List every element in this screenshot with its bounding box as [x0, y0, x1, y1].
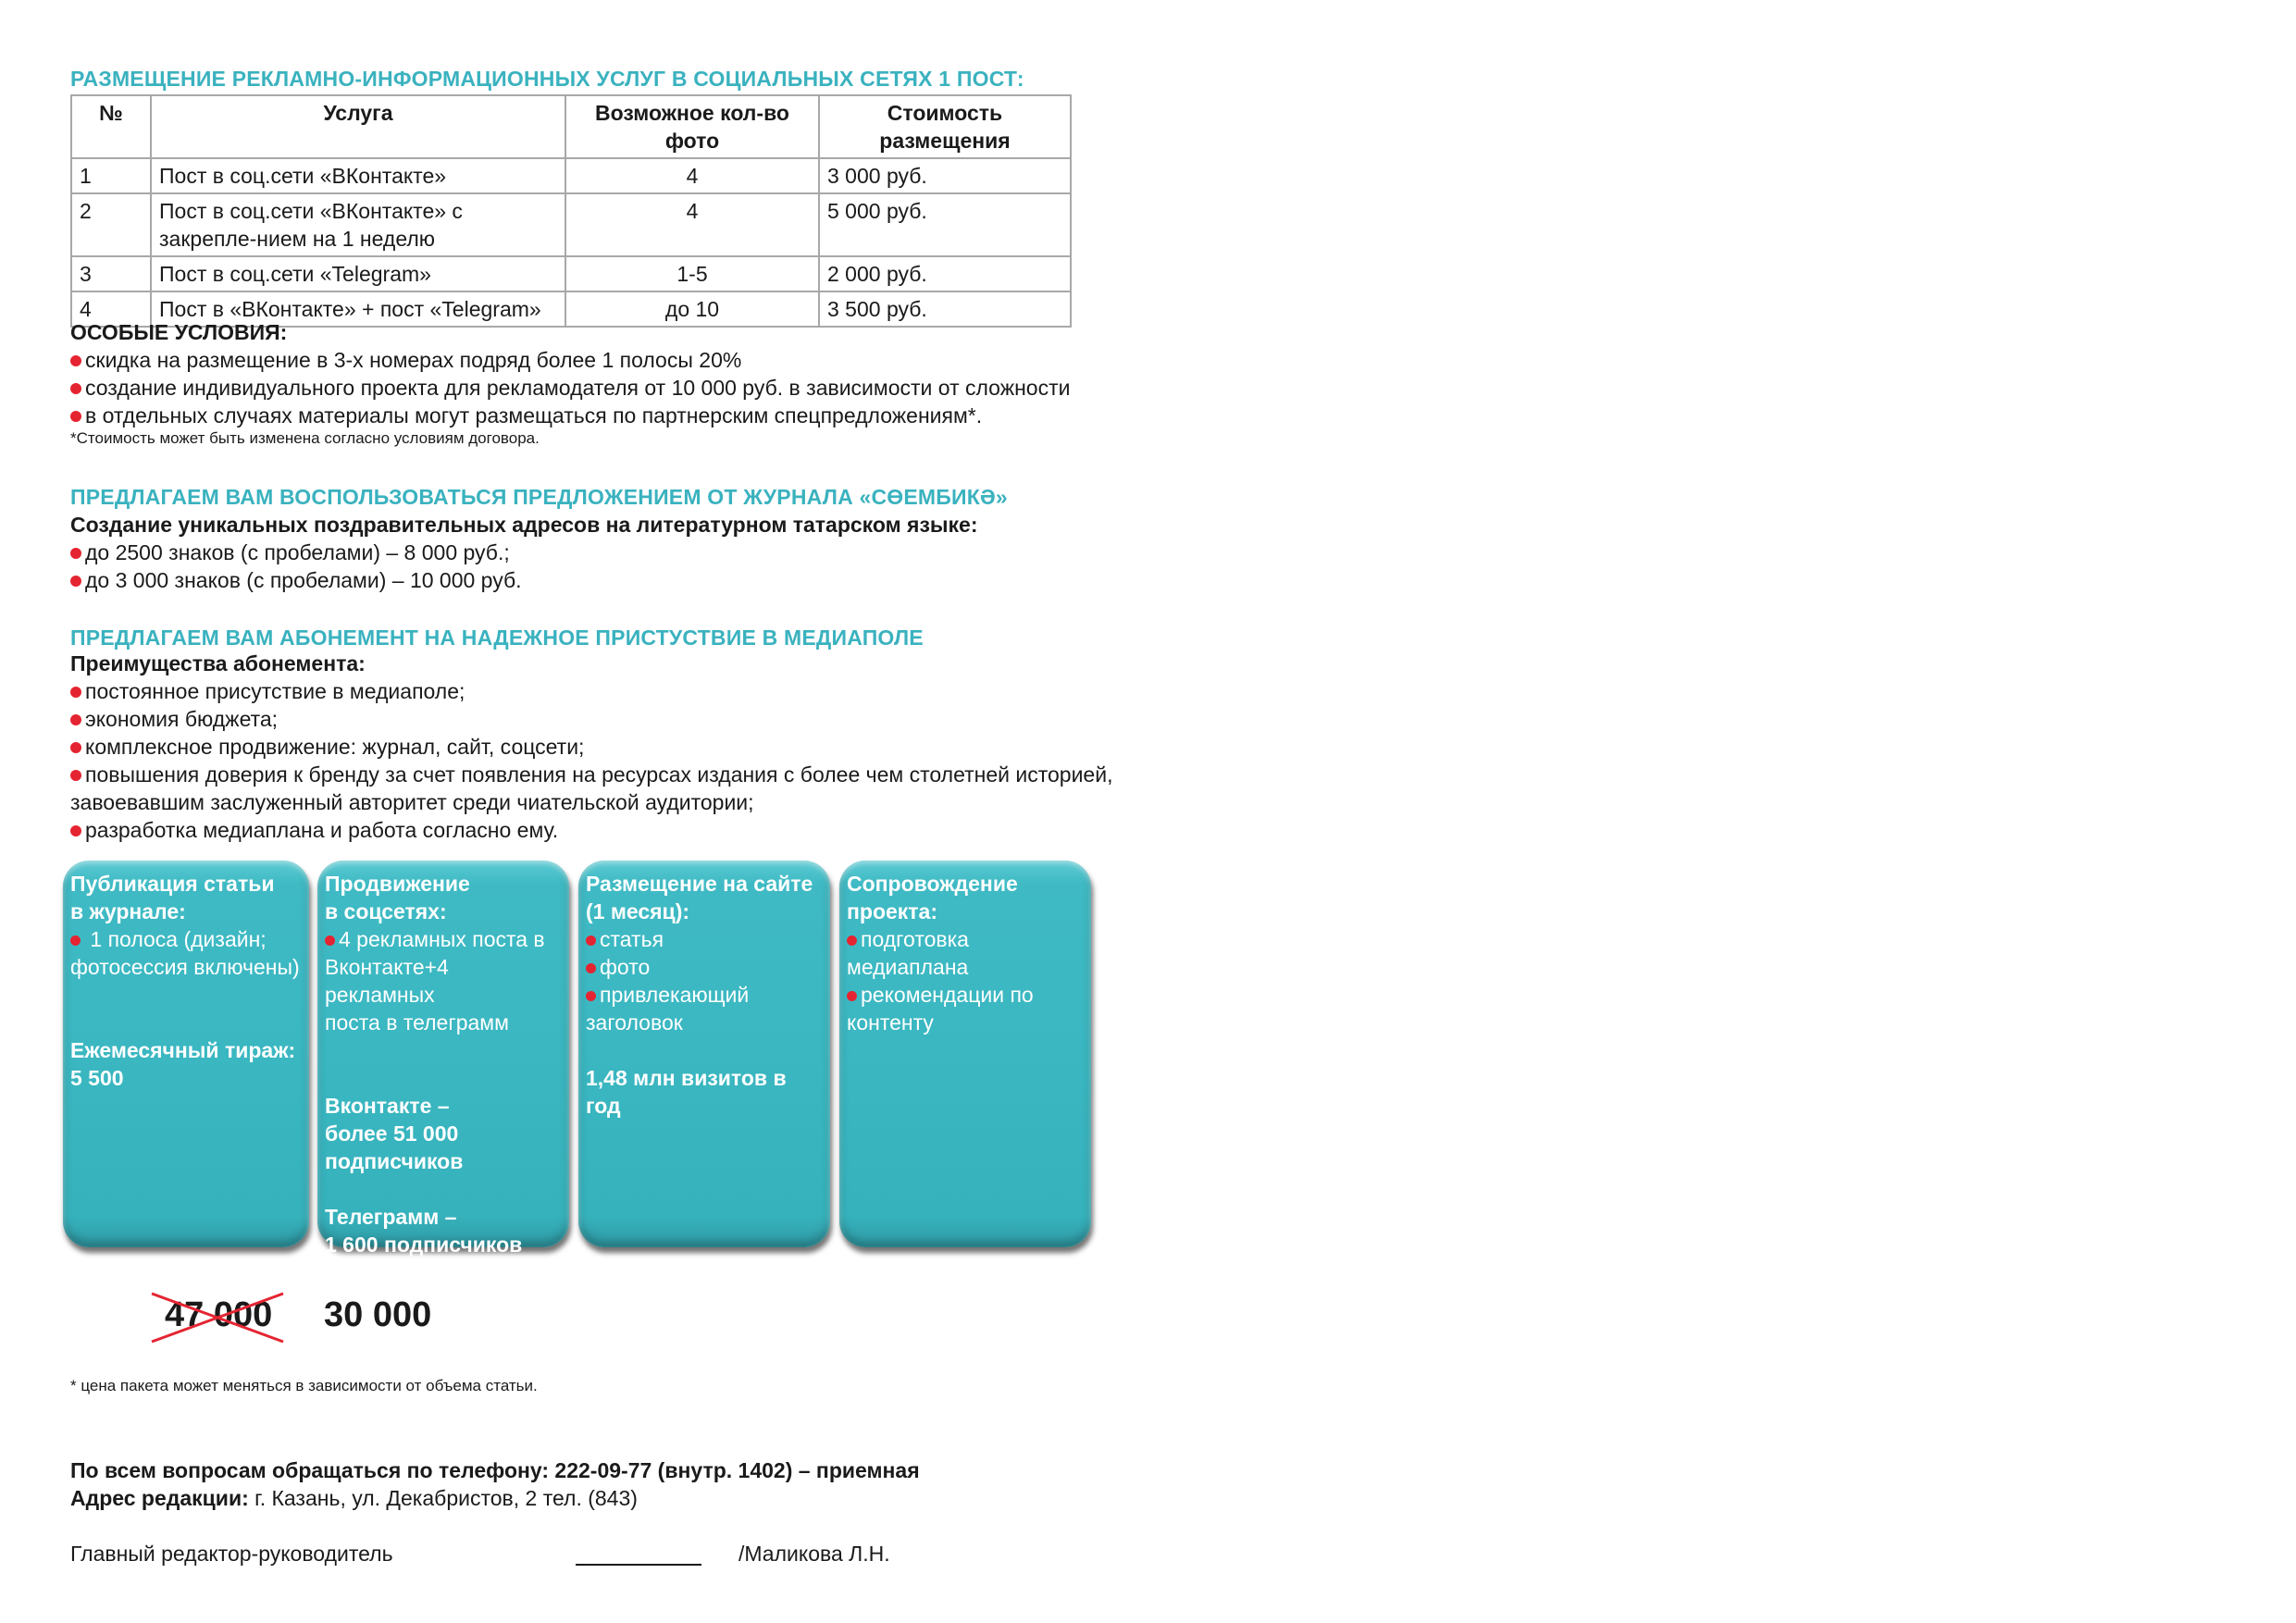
bullet-icon — [70, 548, 81, 559]
card-bullet — [70, 925, 304, 953]
section-title-offer: ПРЕДЛАГАЕМ ВАМ ВОСПОЛЬЗОВАТЬСЯ ПРЕДЛОЖЕНИЕМ ОТ ЖУРНАЛА «СӨЕМБИКӘ» — [70, 485, 1008, 509]
card-title: Продвижение — [325, 872, 470, 896]
bullet-icon — [70, 714, 81, 725]
list-item-text: скидка на размещение в 3-х номерах подряд более 1 полосы 20% — [85, 348, 742, 372]
list-item-continuation: завоевавшим заслуженный авторитет среди чиательской аудитории; — [70, 790, 754, 814]
cell-photos: 4 — [565, 158, 819, 193]
contact-address — [70, 1484, 638, 1512]
card-bullet-text: привлекающий — [600, 983, 750, 1007]
cell-num: 2 — [71, 193, 151, 256]
card-title: в журнале: — [70, 899, 186, 923]
list-item — [70, 761, 1135, 788]
bullet-icon — [325, 935, 335, 946]
conditions-title: ОСОБЫЕ УСЛОВИЯ: — [70, 320, 288, 344]
list-item-text: до 3 000 знаков (с пробелами) – 10 000 руб. — [85, 568, 522, 592]
bullet-icon — [70, 687, 81, 698]
card-bullet-text: контенту — [847, 1010, 934, 1035]
card-title: (1 месяц): — [586, 899, 690, 923]
list-item — [70, 539, 1088, 566]
card-title: в соцсетях: — [325, 899, 447, 923]
card-publication — [63, 861, 309, 1247]
address-value: г. Казань, ул. Декабристов, 2 тел. (843) — [248, 1486, 638, 1510]
cell-service: Пост в «ВКонтакте» + пост «Telegram» — [151, 291, 565, 327]
bullet-icon — [586, 935, 596, 946]
header-photos: Возможное кол-во фото — [565, 95, 819, 158]
offer-block — [70, 511, 1088, 594]
card-bullet — [847, 981, 1086, 1009]
card-stat-value: 5 500 — [70, 1066, 124, 1090]
card-bullet — [586, 925, 825, 953]
header-num: № — [71, 95, 151, 158]
card-stat-value: подписчиков — [325, 1149, 464, 1173]
cell-price: 5 000 руб. — [819, 193, 1071, 256]
cell-num: 4 — [71, 291, 151, 327]
list-item-text: в отдельных случаях материалы могут размещаться по партнерским спецпредложениям*. — [85, 403, 983, 427]
card-title: Сопровождение — [847, 872, 1018, 896]
card-website — [578, 861, 830, 1247]
new-price-value: 30 000 — [324, 1295, 432, 1334]
bullet-icon — [847, 935, 857, 946]
section-title-social: РАЗМЕЩЕНИЕ РЕКЛАМНО-ИНФОРМАЦИОННЫХ УСЛУГ В СОЦИАЛЬНЫХ СЕТЯХ 1 ПОСТ: — [70, 67, 1024, 91]
list-item — [70, 374, 1088, 402]
bullet-icon — [70, 576, 81, 587]
table-row — [71, 158, 1071, 193]
card-title: Публикация статьи — [70, 872, 275, 896]
card-social — [317, 861, 569, 1257]
subscription-block — [70, 650, 1135, 844]
cell-price: 3 500 руб. — [819, 291, 1071, 327]
bullet-icon — [847, 991, 857, 1001]
list-item-text: комплексное продвижение: журнал, сайт, соцсети; — [85, 735, 585, 759]
bullet-icon — [70, 825, 81, 836]
subscription-subtitle: Преимущества абонемента: — [70, 651, 366, 675]
old-price — [148, 1290, 287, 1345]
signer-name: /Маликова Л.Н. — [738, 1542, 890, 1566]
card-stat-label: Ежемесячный тираж: — [70, 1038, 296, 1062]
cell-service: Пост в соц.сети «ВКонтакте» с закрепле-нием на 1 неделю — [151, 193, 565, 256]
cell-service: Пост в соц.сети «Telegram» — [151, 256, 565, 291]
cell-photos: 1-5 — [565, 256, 819, 291]
contact-phone: По всем вопросам обращаться по телефону: 222-09-77 (внутр. 1402) – приемная — [70, 1458, 920, 1482]
card-bullet-text: 1 полоса (дизайн; — [90, 927, 267, 951]
card-bullet-text: рекомендации по — [861, 983, 1034, 1007]
cell-num: 3 — [71, 256, 151, 291]
address-label: Адрес редакции: — [70, 1486, 249, 1510]
cell-photos: до 10 — [565, 291, 819, 327]
cell-service: Пост в соц.сети «ВКонтакте» — [151, 158, 565, 193]
table-header-row — [71, 95, 1071, 158]
header-price: Стоимость размещения — [819, 95, 1071, 158]
bullet-icon — [70, 355, 81, 366]
card-stat-label: Вконтакте – — [325, 1094, 450, 1118]
card-stat-value: 1 600 подписчиков — [325, 1233, 523, 1257]
table-row — [71, 256, 1071, 291]
list-item — [70, 402, 1088, 429]
bullet-icon — [586, 991, 596, 1001]
price-note: * цена пакета может меняться в зависимости от объема статьи. — [70, 1377, 538, 1394]
card-support — [839, 861, 1091, 1247]
strike-icon — [148, 1290, 287, 1345]
cell-photos: 4 — [565, 193, 819, 256]
offer-subtitle: Создание уникальных поздравительных адресов на литературном татарском языке: — [70, 513, 978, 537]
list-item-text: до 2500 знаков (с пробелами) – 8 000 руб.; — [85, 540, 510, 564]
card-stat-value: 1,48 млн визитов в год — [586, 1066, 787, 1118]
bullet-icon — [70, 411, 81, 422]
card-stat-value: более 51 000 — [325, 1121, 459, 1146]
card-bullet-text: медиаплана — [847, 955, 969, 979]
signer-role: Главный редактор-руководитель — [70, 1542, 393, 1566]
bullet-icon — [586, 963, 596, 973]
conditions-note: *Стоимость может быть изменена согласно условиям договора. — [70, 429, 540, 447]
card-title: проекта: — [847, 899, 938, 923]
list-item — [70, 566, 1088, 594]
card-bullet-text: фото — [600, 955, 651, 979]
bullet-icon — [70, 383, 81, 394]
card-bullet-text: Вконтакте+4 рекламных — [325, 955, 449, 1007]
list-item — [70, 733, 1135, 761]
list-item-text: создание индивидуального проекта для рекламодателя от 10 000 руб. в зависимости от сложности — [85, 376, 1071, 400]
card-bullet — [325, 925, 564, 953]
bullet-icon — [70, 742, 81, 753]
card-bullet-text: подготовка — [861, 927, 969, 951]
card-title: Размещение на сайте — [586, 872, 813, 896]
card-bullet — [586, 953, 825, 981]
bullet-icon — [70, 770, 81, 781]
list-item-text: постоянное присутствие в медиаполе; — [85, 679, 465, 703]
services-table — [70, 94, 1072, 328]
card-bullet-text: фотосессия включены) — [70, 955, 300, 979]
cell-price: 2 000 руб. — [819, 256, 1071, 291]
list-item — [70, 346, 1088, 374]
card-bullet — [847, 925, 1086, 953]
list-item — [70, 816, 1135, 844]
card-bullet-text: статья — [600, 927, 664, 951]
old-price-value: 47 000 — [165, 1295, 273, 1334]
list-item-text: разработка медиаплана и работа согласно ему. — [85, 818, 559, 842]
card-stat-label: Телеграмм – — [325, 1205, 457, 1229]
header-service: Услуга — [151, 95, 565, 158]
cell-num: 1 — [71, 158, 151, 193]
conditions-block — [70, 318, 1088, 448]
section-title-subscription: ПРЕДЛАГАЕМ ВАМ АБОНЕМЕНТ НА НАДЕЖНОЕ ПРИСТУСТВИЕ В МЕДИАПОЛЕ — [70, 626, 924, 650]
table-row — [71, 193, 1071, 256]
signature-line — [576, 1564, 701, 1566]
list-item-text: экономия бюджета; — [85, 707, 279, 731]
card-bullet-text: 4 рекламных поста в — [339, 927, 545, 951]
card-bullet-text: заголовок — [586, 1010, 683, 1035]
list-item — [70, 705, 1135, 733]
cell-price: 3 000 руб. — [819, 158, 1071, 193]
list-item-text: повышения доверия к бренду за счет появления на ресурсах издания с более чем столетней историей, — [85, 762, 1113, 787]
list-item — [70, 677, 1135, 705]
bullet-icon — [70, 935, 81, 946]
card-bullet — [586, 981, 825, 1009]
card-bullet-text: поста в телеграмм — [325, 1010, 509, 1035]
